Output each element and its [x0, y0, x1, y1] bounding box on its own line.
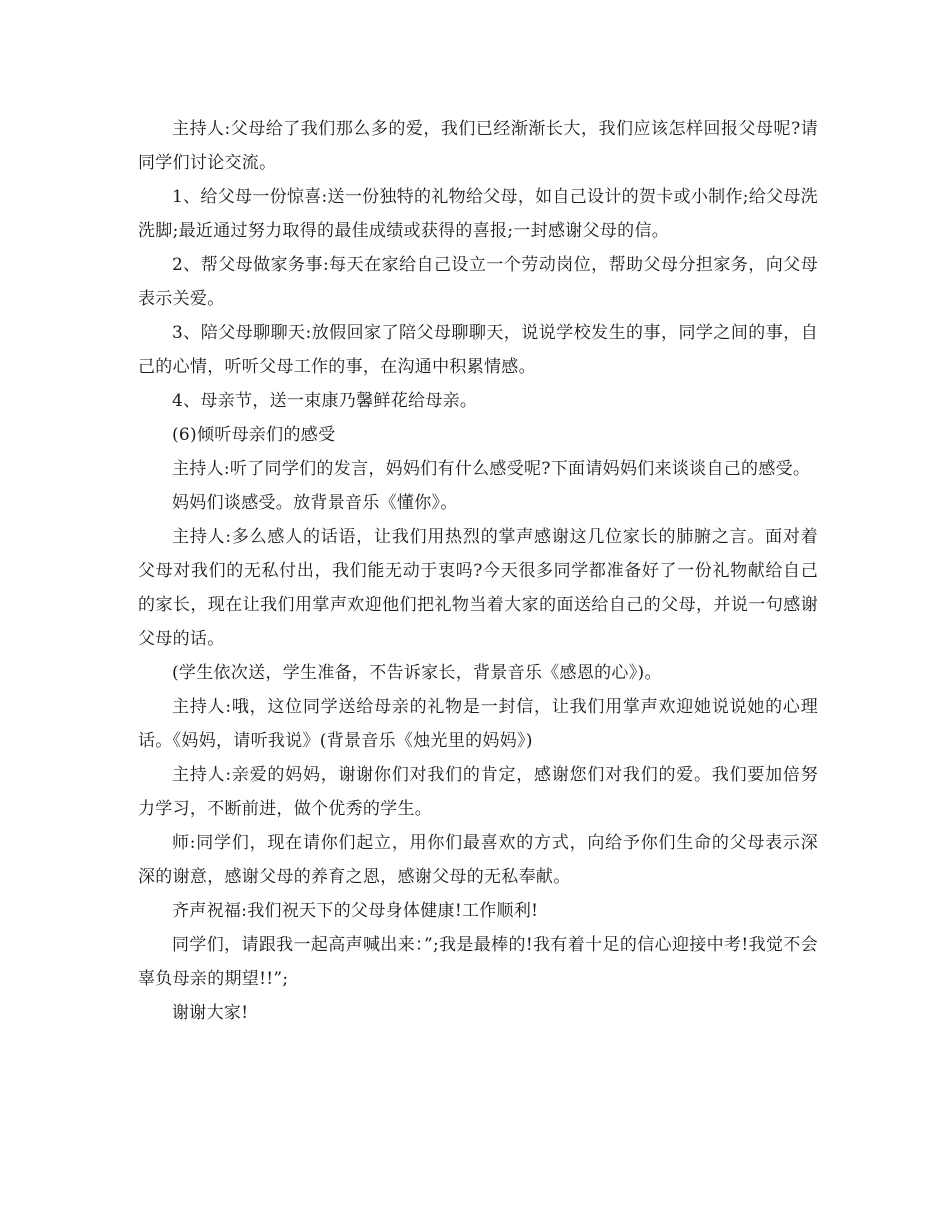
- paragraph-item-3-chat: 3、陪父母聊聊天:放假回家了陪父母聊聊天，说说学校发生的事，同学之间的事，自己的心情，听听父母工作的事，在沟通中积累情感。: [138, 323, 818, 377]
- paragraph-host-letter: 主持人:哦，这位同学送给母亲的礼物是一封信，让我们用掌声欢迎她说说她的心理话。《妈妈，请听我说》(背景音乐《烛光里的妈妈》): [138, 697, 818, 751]
- paragraph-host-question: 主持人:父母给了我们那么多的爱，我们已经渐渐长大，我们应该怎样回报父母呢?请同学们讨论交流。: [138, 119, 818, 173]
- paragraph-mothers-talk: 妈妈们谈感受。放背景音乐《懂你》。: [172, 493, 458, 513]
- paragraph-shout-together: 同学们，请跟我一起高声喊出来：”;我是最棒的!我有着十足的信心迎接中考!我觉不会辜负母亲的期望!!”;: [138, 935, 818, 989]
- paragraph-blessing: 齐声祝福:我们祝天下的父母身体健康!工作顺利!: [172, 901, 539, 921]
- paragraph-host-mothers-feelings: 主持人:听了同学们的发言，妈妈们有什么感受呢?下面请妈妈们来谈谈自己的感受。: [172, 459, 811, 479]
- paragraph-teacher-closing: 师:同学们，现在请你们起立，用你们最喜欢的方式，向给予你们生命的父母表示深深的谢意，感谢父母的养育之恩，感谢父母的无私奉献。: [138, 833, 818, 887]
- paragraph-item-4-mothers-day: 4、母亲节，送一束康乃馨鲜花给母亲。: [172, 391, 478, 411]
- paragraph-item-2-housework: 2、帮父母做家务事:每天在家给自己设立一个劳动岗位，帮助父母分担家务，向父母表示关爱。: [138, 255, 818, 309]
- paragraph-host-gifts: 主持人:多么感人的话语，让我们用热烈的掌声感谢这几位家长的肺腑之言。面对着父母对我们的无私付出，我们能无动于衷吗?今天很多同学都准备好了一份礼物献给自己的家长，现在让我们用掌声欢迎他们把礼物当着大家的面送给自己的父母，并说一句感谢父母的话。: [138, 527, 818, 649]
- paragraph-students-give-gifts: (学生依次送，学生准备，不告诉家长，背景音乐《感恩的心》)。: [172, 663, 662, 683]
- paragraph-host-thanks-mothers: 主持人:亲爱的妈妈，谢谢你们对我们的肯定，感谢您们对我们的爱。我们要加倍努力学习，不断前进，做个优秀的学生。: [138, 765, 818, 819]
- paragraph-item-1-surprise: 1、给父母一份惊喜:送一份独特的礼物给父母，如自己设计的贺卡或小制作;给父母洗洗脚;最近通过努力取得的最佳成绩或获得的喜报;一封感谢父母的信。: [138, 187, 818, 241]
- document-body: [138, 112, 818, 1030]
- paragraph-thank-you: 谢谢大家!: [172, 1003, 249, 1023]
- section-heading-listen-mothers: (6)倾听母亲们的感受: [172, 425, 336, 445]
